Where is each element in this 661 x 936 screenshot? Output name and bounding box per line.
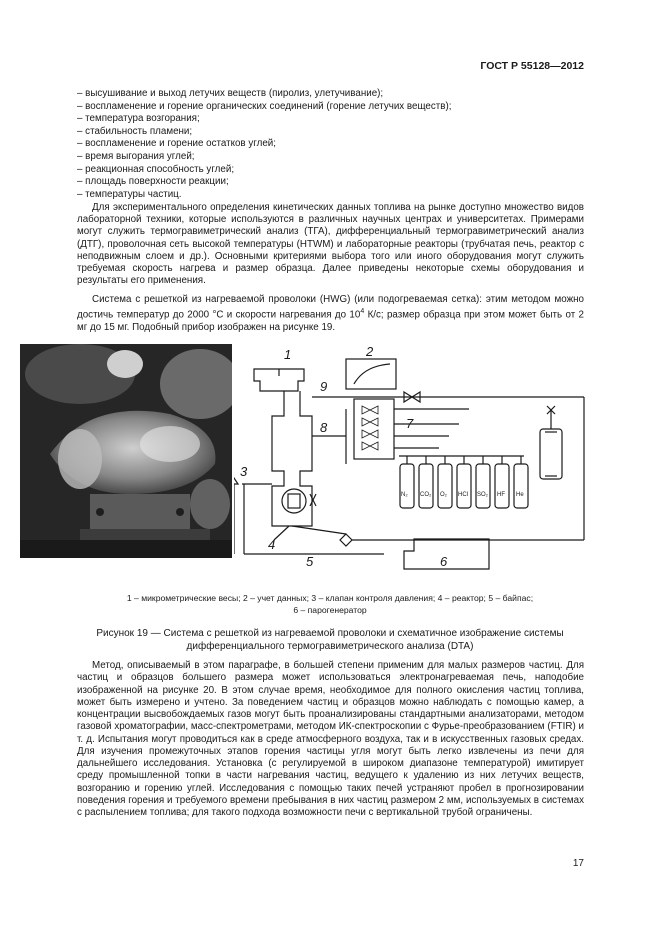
list-item: – температуры частиц. <box>77 188 182 200</box>
gas-label: O₂ <box>440 492 447 498</box>
gas-label: SO₂ <box>477 492 488 498</box>
superscript: 4 <box>360 308 365 316</box>
gas-label: HF <box>497 492 505 498</box>
list-item: – стабильность пламени; <box>77 125 193 137</box>
list-item: – воспламенение и горение остатков углей; <box>77 138 276 150</box>
list-item: – реакционная способность углей; <box>77 163 235 175</box>
legend-line: 1 – микрометрические весы; 2 – учет данных; 3 – клапан контроля давления; 4 – реактор; 5 – байпас; <box>126 593 534 603</box>
gas-label: CO₂ <box>420 492 432 498</box>
paragraph-hwg-text-end: К/с; размер образца при этом может быть от 2 мг до 15 мг. Подобный прибор изображен на рисунке 19. <box>77 309 584 333</box>
list-item: – время выгорания углей; <box>77 150 195 162</box>
apparatus-photo <box>20 344 232 558</box>
legend-line: 6 – парогенератор <box>293 605 367 615</box>
label-9: 9 <box>320 379 328 394</box>
label-4: 4 <box>268 537 276 552</box>
filter-shape <box>540 429 562 479</box>
recorder-shape <box>346 359 396 389</box>
label-8: 8 <box>320 420 328 435</box>
reactor-column-shape <box>272 391 312 526</box>
gas-label: HCl <box>458 492 468 498</box>
caption-line: дифференциального термогравиметрического анализа (DTA) <box>186 641 474 652</box>
caption-line: Рисунок 19 — Система с решеткой из нагреваемой проволоки и схематичное изображение системы <box>96 628 564 639</box>
label-1: 1 <box>284 347 292 362</box>
paragraph-method: Метод, описываемый в этом параграфе, в большей степени применим для малых размеров частиц. Для частиц и образцов большего размера может использоваться электронагреваемая печь, наподобие изображенной на рисунке 20. В этом случае время, необходимое для полного окисления частиц топлива, может быть измерено и учтено. За поведением частиц и образцов можно наблюдать с помощью камер, а концентрации высвобождаемых газов могут быть проанализированы стандартными анализаторами, методом газовой хроматографии, масс-спектрометрами, методом ИК-спектроскопии с Фурье-преобразованием (FTIR) и т. д. Испытания могут проводиться как в среде атмосферного воздуха, так и в искусственных газовых средах. Для изучения промежуточных этапов горения частицы угля могут быть легко извлечены из печи для дальнейшего исследования. Установка (с регулируемой в широком диапазоне температурой) имитирует среду промышленной топки в части нагревания частиц, ведущего к удалению из них летучих веществ, возгоранию и горению углей. Исследования с помощью таких печей устраняют пробел в прогнозировании поведения горения и требуемого времени пребывания в них частиц размером 2 мм, используемых в системах с распылением топлива; для такого подхода возможности печи с вертикальной трубой ограничены. <box>77 660 584 818</box>
document-header: ГОСТ Р 55128—2012 <box>480 60 584 72</box>
label-7: 7 <box>406 416 414 431</box>
gas-label: N₂ <box>401 492 408 498</box>
label-2: 2 <box>366 344 374 359</box>
reactor-crucible-shape <box>288 494 300 508</box>
list-item: – площадь поверхности реакции; <box>77 176 229 188</box>
gas-label: He <box>516 492 524 498</box>
page-number: 17 <box>572 858 584 869</box>
list-item: – высушивание и выход летучих веществ (пиролиз, улетучивание); <box>77 88 384 99</box>
bullet-list <box>77 88 584 201</box>
label-5: 5 <box>306 554 314 569</box>
figure-caption <box>20 627 640 653</box>
label-6: 6 <box>440 554 448 569</box>
gas-cylinders <box>399 456 528 508</box>
dta-schematic <box>234 344 594 589</box>
list-item: – воспламенение и горение органических соединений (горение летучих веществ); <box>77 100 452 112</box>
paragraph-lab-techniques: Для экспериментального определения кинетических данных топлива на рынке доступно множество видов лабораторной техники, которые используются в различных научных центрах и университетах. Примерами могут служить термогравиметрический анализ (ТГА), дифференциальный термогравиметрический анализ (ДТГ), проволочная сеть высокой температуры (HTWM) и лабораторные реакторы (трубчатая печь, реактор с неподвижным слоем и др.). Основными критериями выбора того или иного оборудования могут служить требуемая скорость нагрева и размер образца. Далее приведены некоторые схемы оборудования и результаты его применения. <box>77 202 584 287</box>
paragraph-hwg-text: Система с решеткой из нагреваемой проволоки (HWG) (или подогреваемая сетка): этим методом можно достичь температур до 2000 °С и скорости нагревания до 10 <box>77 294 584 321</box>
paragraph-hwg <box>77 294 584 334</box>
label-3: 3 <box>240 464 248 479</box>
list-item: – температура возгорания; <box>77 113 200 125</box>
figure-legend <box>40 592 620 616</box>
